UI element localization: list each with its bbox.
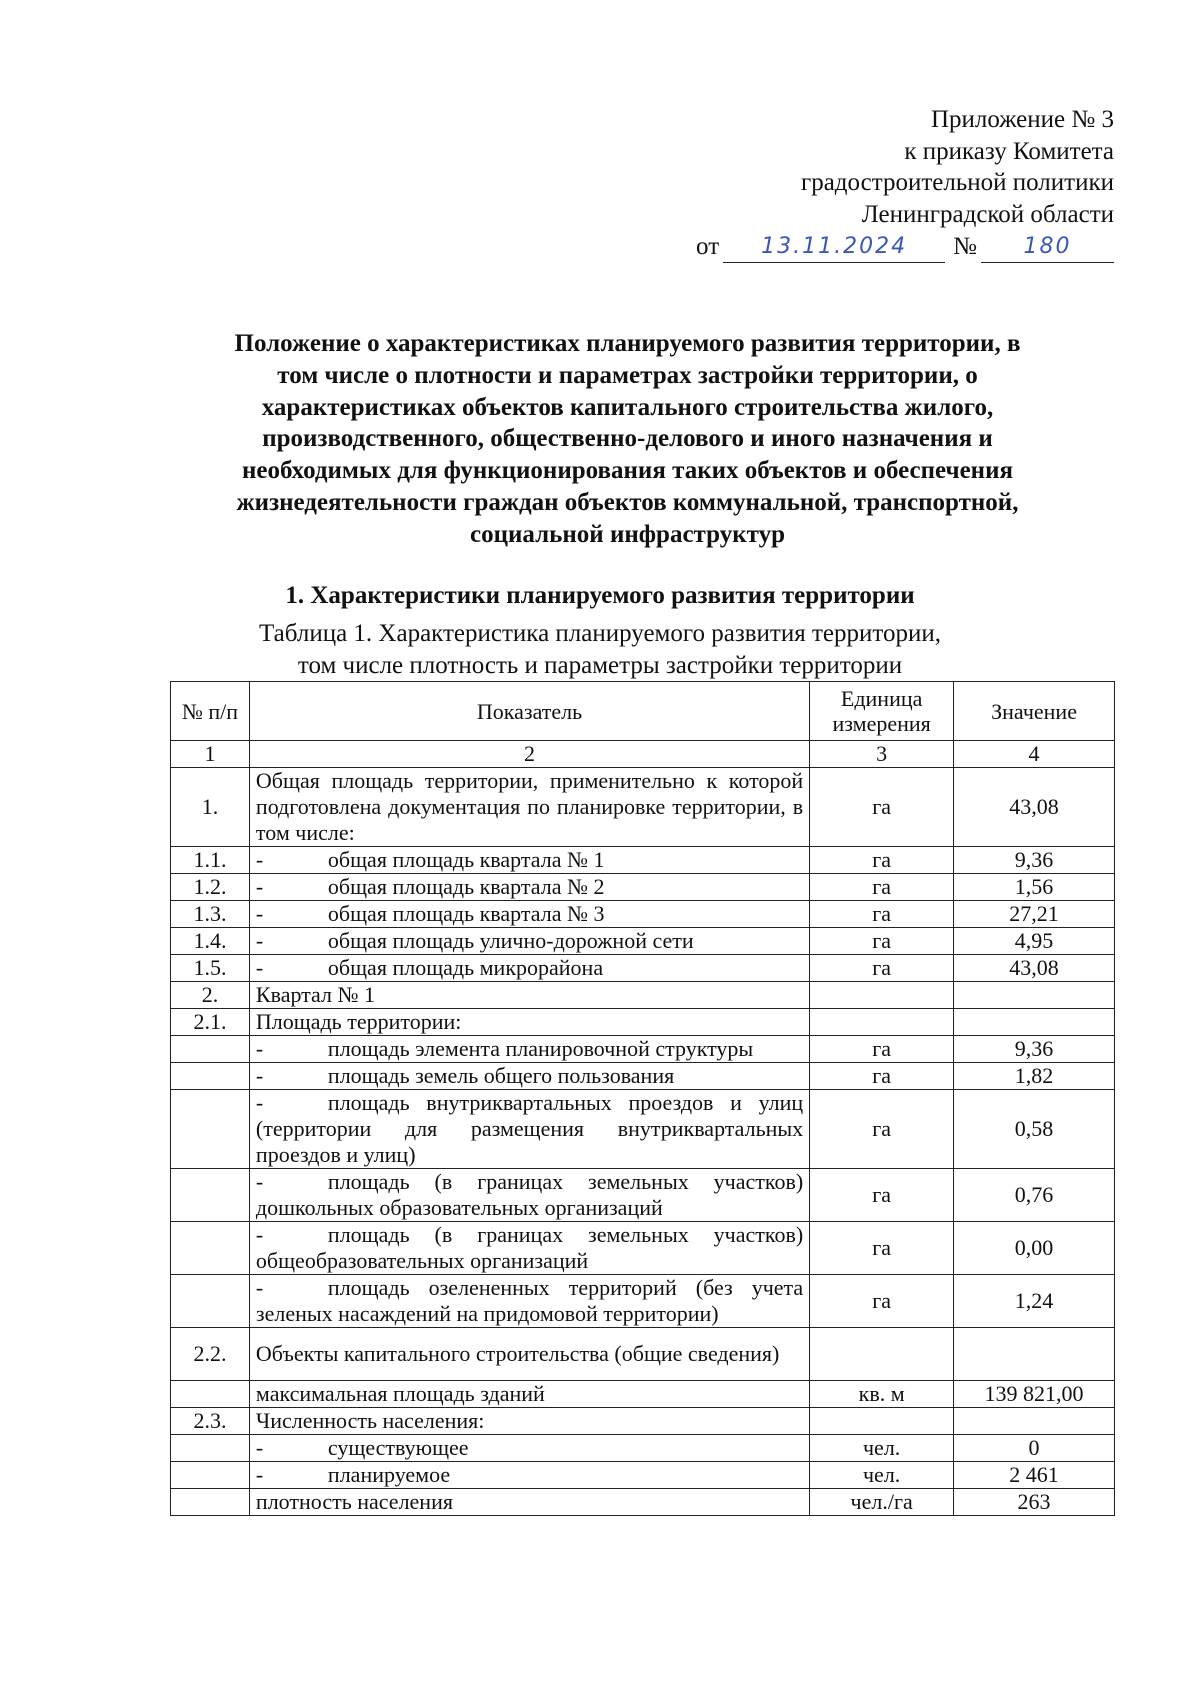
unit-cell: чел. (810, 1435, 954, 1462)
row-number-cell (171, 1169, 250, 1222)
value-cell: 27,21 (954, 901, 1115, 928)
indicator-cell (249, 1489, 809, 1516)
indicator-text: существующее (327, 1435, 469, 1460)
indicator-text: общая площадь улично-дорожной сети (327, 928, 694, 953)
value-cell: 43,08 (954, 955, 1115, 982)
title-line: характеристиках объектов капитального строительства жилого, (261, 393, 994, 421)
title-line: необходимых для функционирования таких объектов и обеспечения (241, 457, 1014, 485)
header-line: Ленинградской области (861, 200, 1114, 228)
row-number-cell: 1.3. (171, 901, 250, 928)
unit-cell: га (810, 901, 954, 928)
column-number-cell: 3 (810, 741, 954, 768)
row-number-cell (171, 1222, 250, 1275)
section-heading: 1. Характеристики планируемого развития территории (285, 582, 915, 609)
indicator-text: общая площадь квартала № 2 (327, 874, 605, 899)
dash-marker: - (255, 1063, 264, 1088)
unit-cell: га (810, 1090, 954, 1169)
table-body (171, 768, 1115, 1516)
unit-cell: чел./га (810, 1489, 954, 1516)
indicator-text: Квартал № 1 (255, 982, 375, 1007)
indicator-cell (249, 1090, 809, 1169)
unit-cell (810, 1408, 954, 1435)
column-number-cell: 2 (249, 741, 809, 768)
dash-marker: - (255, 928, 264, 953)
value-cell: 4,95 (954, 928, 1115, 955)
unit-cell: га (810, 1169, 954, 1222)
value-cell: 43,08 (954, 768, 1115, 847)
dash-marker: - (255, 955, 264, 980)
dash-marker: - (255, 901, 264, 926)
indicator-text: площадь элемента планировочной структуры (327, 1036, 754, 1061)
header-line: Приложение № 3 (930, 106, 1114, 133)
title-line: жизнедеятельности граждан объектов коммунальной, транспортной, (236, 488, 1019, 516)
table-row (171, 1063, 1115, 1090)
dash-marker: - (255, 1275, 264, 1300)
table-header-row (171, 682, 1115, 741)
indicator-cell (249, 1009, 809, 1036)
value-cell: 139 821,00 (954, 1381, 1115, 1408)
dash-marker: - (255, 847, 264, 872)
value-cell: 263 (954, 1489, 1115, 1516)
indicator-text: площадь озелененных территорий (без учета зеленых насаждений на придомовой территории) (255, 1275, 804, 1326)
table-row (171, 1489, 1115, 1516)
unit-cell: га (810, 768, 954, 847)
unit-cell: га (810, 1222, 954, 1275)
table-caption (0, 618, 1200, 682)
caption-line: Таблица 1. Характеристика планируемого развития территории, (259, 620, 941, 647)
document-title (150, 328, 1105, 551)
column-number-row (171, 741, 1115, 768)
table-row (171, 1222, 1115, 1275)
indicator-text: общая площадь квартала № 3 (327, 901, 605, 926)
dash-marker: - (255, 1435, 264, 1460)
row-number-cell: 2.3. (171, 1408, 250, 1435)
row-number-cell: 1.1. (171, 847, 250, 874)
row-number-cell: 1.4. (171, 928, 250, 955)
header-line: к приказу Комитета (904, 137, 1114, 165)
unit-cell: га (810, 955, 954, 982)
row-number-cell: 2. (171, 982, 250, 1009)
indicator-cell (249, 1462, 809, 1489)
row-number-cell (171, 1063, 250, 1090)
header-line: градостроительной политики (800, 169, 1114, 196)
unit-cell (810, 1009, 954, 1036)
indicator-text: Объекты капитального строительства (общие сведения) (255, 1341, 780, 1366)
column-number-cell: 1 (171, 741, 250, 768)
row-number-cell (171, 1462, 250, 1489)
dash-marker: - (255, 1169, 264, 1194)
caption-line: том числе плотность и параметры застройки территории (297, 652, 903, 679)
table-row (171, 874, 1115, 901)
row-number-cell (171, 1381, 250, 1408)
row-number-cell (171, 1090, 250, 1169)
table-row (171, 901, 1115, 928)
indicator-cell (249, 874, 809, 901)
table-row (171, 768, 1115, 847)
indicator-text: площадь внутриквартальных проездов и улиц (территории для размещения внутриквартальных проездов и улиц) (255, 1090, 804, 1167)
indicator-text: планируемое (327, 1462, 451, 1487)
table-row (171, 1381, 1115, 1408)
indicator-cell (249, 768, 809, 847)
unit-cell (810, 982, 954, 1009)
row-number-cell: 1.5. (171, 955, 250, 982)
unit-cell: кв. м (810, 1381, 954, 1408)
value-cell: 9,36 (954, 847, 1115, 874)
value-cell (954, 1408, 1115, 1435)
table-row (171, 1408, 1115, 1435)
dash-marker: - (255, 1090, 264, 1115)
indicator-text: максимальная площадь зданий (255, 1381, 545, 1406)
unit-cell: га (810, 1275, 954, 1328)
title-line: производственного, общественно-делового и иного назначения и (262, 425, 993, 453)
indicator-cell (249, 1169, 809, 1222)
unit-cell: га (810, 928, 954, 955)
table-row (171, 1009, 1115, 1036)
unit-cell: га (810, 874, 954, 901)
title-line: том числе о плотности и параметрах застройки территории, о (277, 361, 978, 389)
table-row (171, 1090, 1115, 1169)
characteristics-table (170, 681, 1115, 1516)
header-cell-indicator: Показатель (249, 682, 809, 741)
indicator-cell (249, 1381, 809, 1408)
row-number-cell (171, 1036, 250, 1063)
table-row (171, 1036, 1115, 1063)
indicator-text: общая площадь микрорайона (327, 955, 604, 980)
value-cell (954, 1009, 1115, 1036)
title-line: социальной инфраструктур (470, 520, 785, 548)
order-date-number-line (696, 231, 1114, 263)
table-row (171, 1435, 1115, 1462)
value-cell (954, 982, 1115, 1009)
table-row (171, 1328, 1115, 1381)
row-number-cell: 1. (171, 768, 250, 847)
value-cell: 0 (954, 1435, 1115, 1462)
value-cell: 1,24 (954, 1275, 1115, 1328)
indicator-cell (249, 955, 809, 982)
header-cell-number: № п/п (171, 682, 250, 741)
indicator-text: Численность населения: (255, 1408, 485, 1433)
row-number-cell: 1.2. (171, 874, 250, 901)
unit-cell: га (810, 1063, 954, 1090)
indicator-text: площадь (в границах земельных участков) общеобразовательных организаций (255, 1222, 804, 1273)
value-cell (954, 1328, 1115, 1381)
table-row (171, 1462, 1115, 1489)
row-number-cell (171, 1275, 250, 1328)
unit-cell (810, 1328, 954, 1381)
dash-marker: - (255, 874, 264, 899)
indicator-cell (249, 928, 809, 955)
unit-cell: га (810, 1036, 954, 1063)
table-row (171, 928, 1115, 955)
value-cell: 0,00 (954, 1222, 1115, 1275)
header-cell-value: Значение (954, 682, 1115, 741)
dash-marker: - (255, 1462, 264, 1487)
number-prefix: № (953, 233, 977, 260)
row-number-cell (171, 1489, 250, 1516)
indicator-cell (249, 1063, 809, 1090)
row-number-cell: 2.2. (171, 1328, 250, 1381)
indicator-cell (249, 1435, 809, 1462)
title-line: Положение о характеристиках планируемого развития территории, в (234, 330, 1021, 357)
indicator-text: Площадь территории: (255, 1009, 462, 1034)
indicator-cell (249, 847, 809, 874)
dash-marker: - (255, 1036, 264, 1061)
dash-marker: - (255, 1222, 264, 1247)
table-row (171, 847, 1115, 874)
table-row (171, 955, 1115, 982)
value-cell: 0,58 (954, 1090, 1115, 1169)
table-row (171, 1169, 1115, 1222)
table-row (171, 1275, 1115, 1328)
unit-cell: чел. (810, 1462, 954, 1489)
row-number-cell: 2.1. (171, 1009, 250, 1036)
value-cell: 0,76 (954, 1169, 1115, 1222)
order-number-handwritten: 180 (981, 234, 1114, 263)
value-cell: 1,56 (954, 874, 1115, 901)
indicator-cell (249, 1036, 809, 1063)
indicator-text: общая площадь квартала № 1 (327, 847, 605, 872)
value-cell: 1,82 (954, 1063, 1115, 1090)
indicator-cell (249, 1222, 809, 1275)
indicator-text: площадь (в границах земельных участков) дошкольных образовательных организаций (255, 1169, 804, 1220)
indicator-text: плотность населения (255, 1489, 453, 1514)
indicator-text: площадь земель общего пользования (327, 1063, 675, 1088)
value-cell: 9,36 (954, 1036, 1115, 1063)
indicator-cell (249, 901, 809, 928)
indicator-cell (249, 1275, 809, 1328)
indicator-cell (249, 1408, 809, 1435)
value-cell: 2 461 (954, 1462, 1115, 1489)
indicator-cell (249, 982, 809, 1009)
unit-cell: га (810, 847, 954, 874)
indicator-text: Общая площадь территории, применительно к которой подготовлена документация по планировке территории, в том числе: (255, 768, 804, 845)
appendix-header (696, 104, 1114, 263)
header-cell-unit: Единица измерения (810, 682, 954, 741)
column-number-cell: 4 (954, 741, 1115, 768)
date-prefix: от (696, 233, 720, 260)
indicator-cell (249, 1328, 809, 1381)
table-row (171, 982, 1115, 1009)
row-number-cell (171, 1435, 250, 1462)
order-date-handwritten: 13.11.2024 (723, 234, 945, 263)
